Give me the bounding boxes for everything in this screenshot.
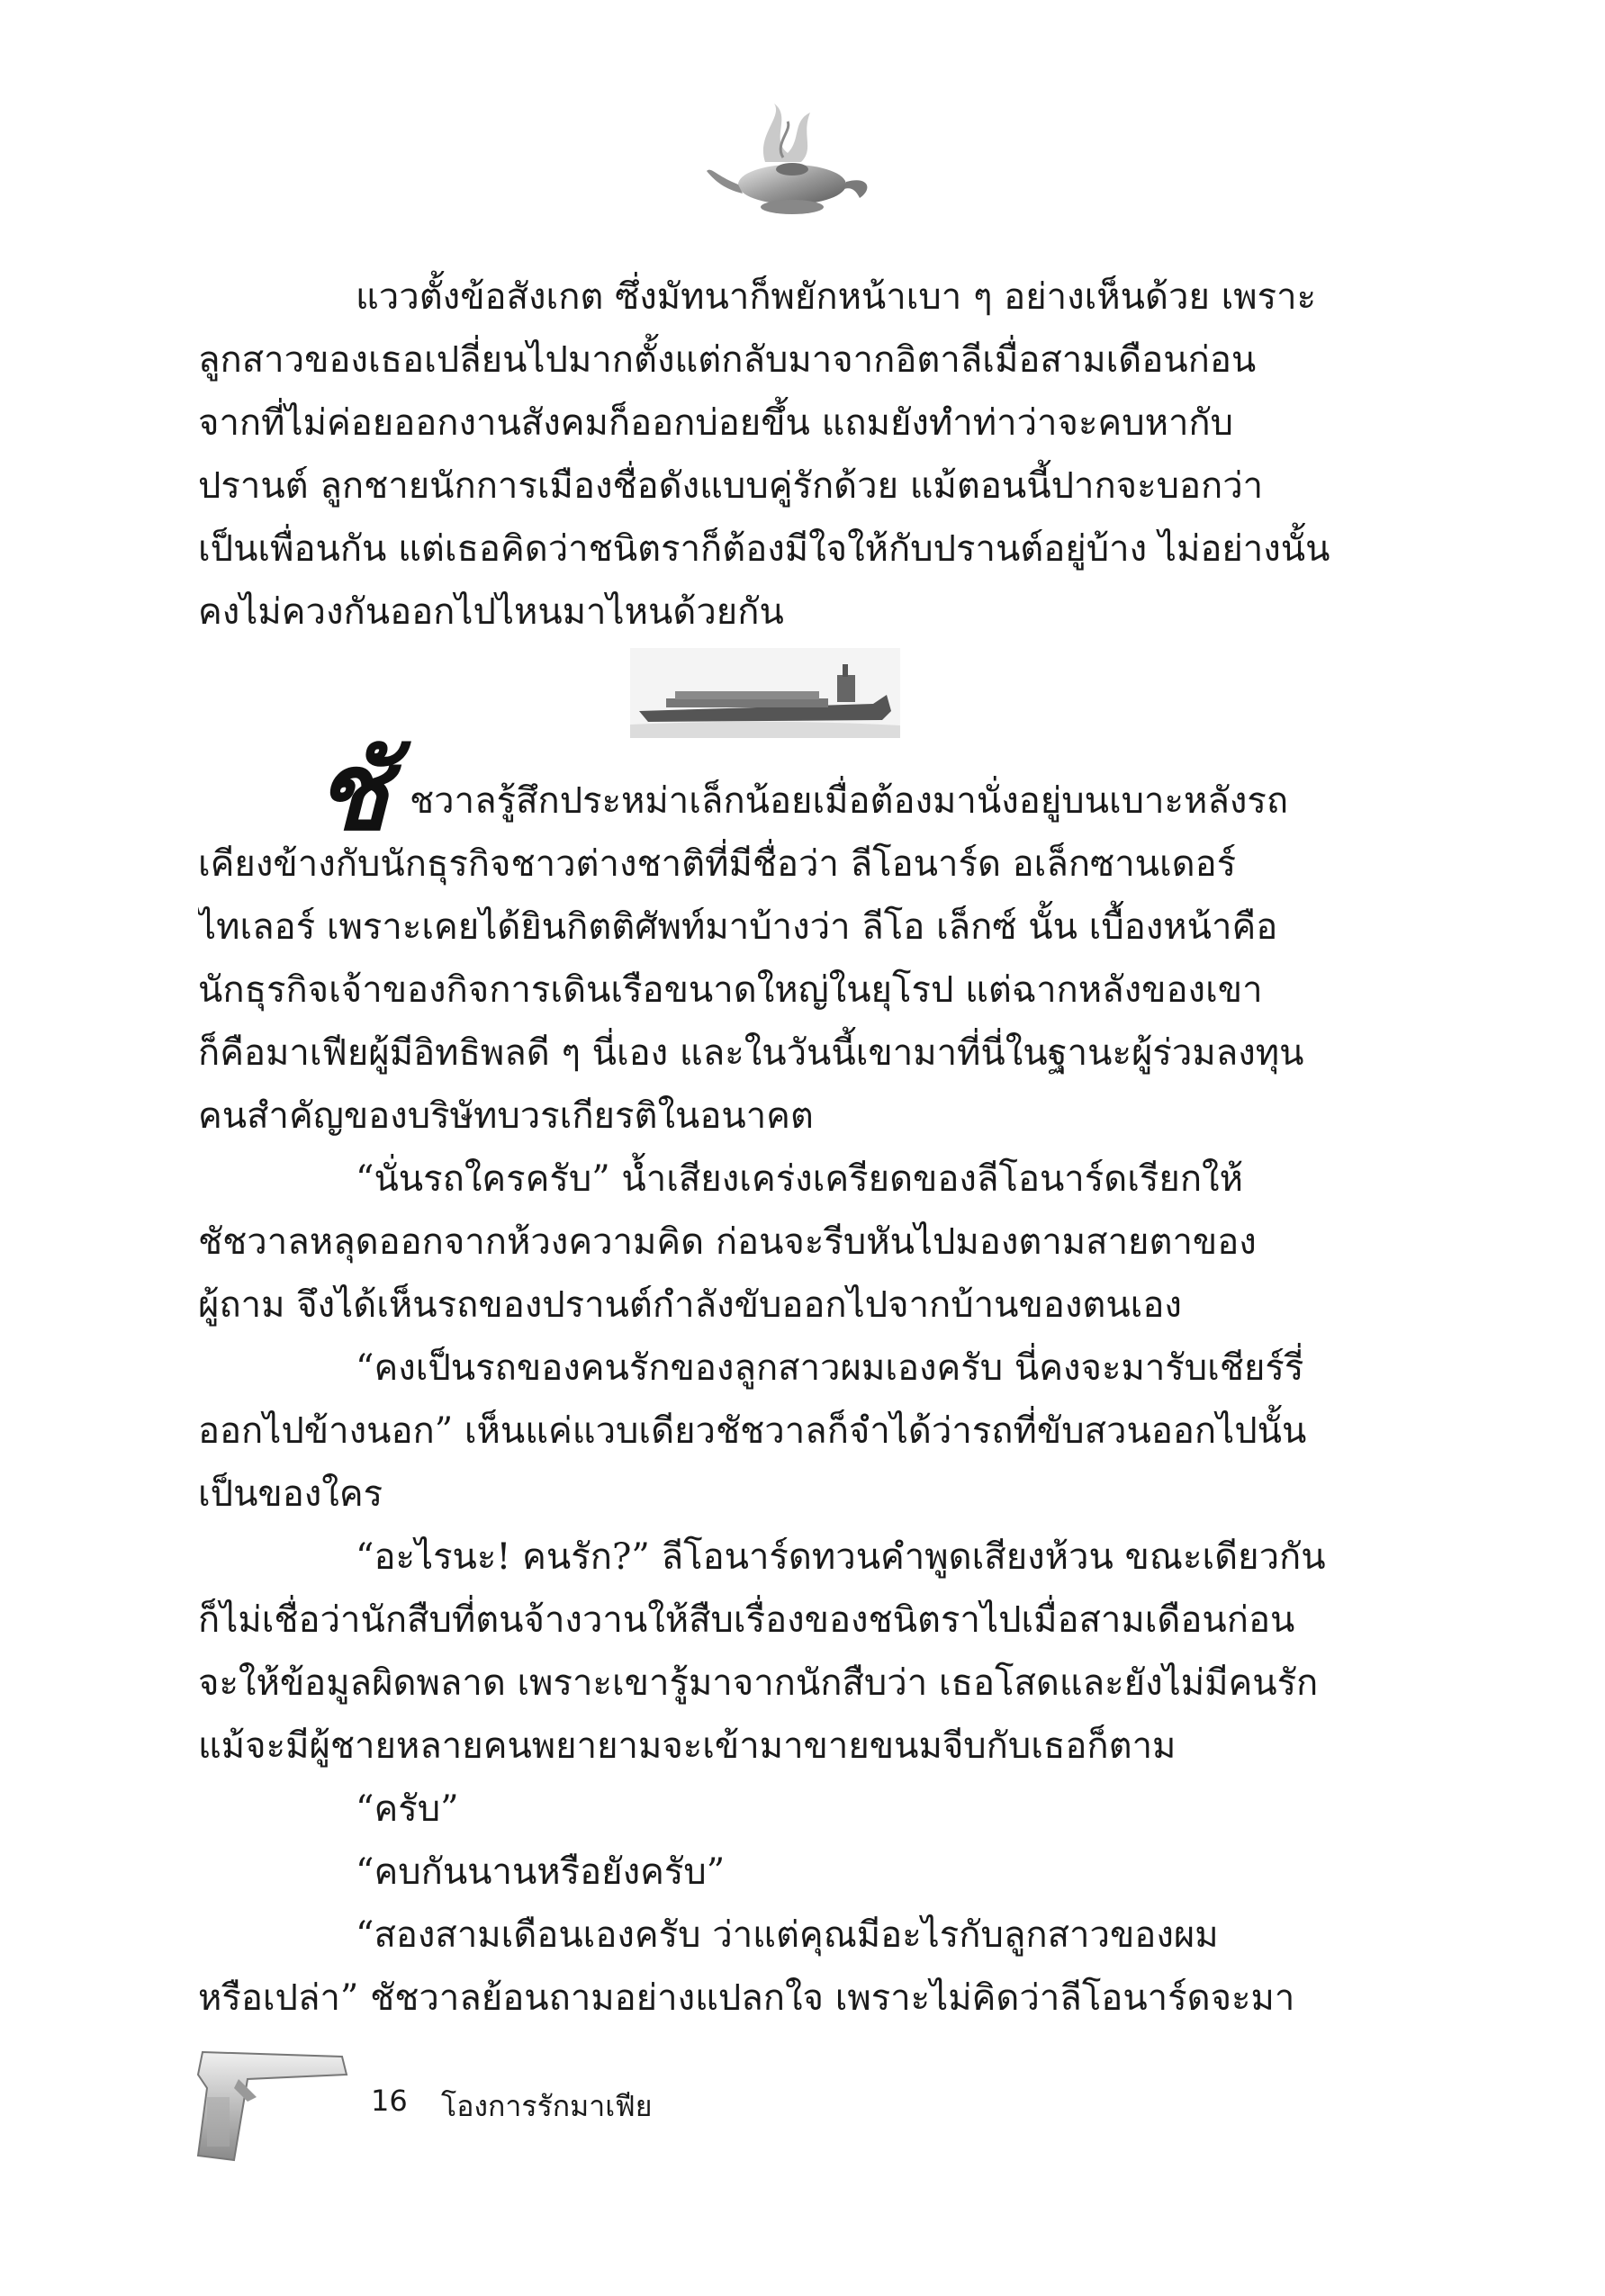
text-line: ชวาลรู้สึกประหม่าเล็กน้อยเมื่อต้องมานั่งอยู่บนเบาะหลังรถ [410,780,1289,822]
gun-ornament-icon [185,2034,356,2169]
text-line: ปรานต์ ลูกชายนักการเมืองชื่อดังแบบคู่รักด้วย แม้ตอนนี้ปากจะบอกว่า [198,465,1264,507]
text-line: แม้จะมีผู้ชายหลายคนพยายามจะเข้ามาขายขนมจีบกับเธอก็ตาม [198,1725,1177,1767]
page-number: 16 [371,2084,408,2118]
text-line: เคียงข้างกับนักธุรกิจชาวต่างชาติที่มีชื่อว่า ลีโอนาร์ด อเล็กซานเดอร์ [198,843,1237,885]
text-line: ผู้ถาม จึงได้เห็นรถของปรานต์กำลังขับออกไปจากบ้านของตนเอง [198,1284,1182,1326]
text-line: ก็คือมาเฟียผู้มีอิทธิพลดี ๆ นี่เอง และในวันนี้เขามาที่นี่ในฐานะผู้ร่วมลงทุน [198,1032,1304,1074]
lamp-ornament-icon [702,99,882,234]
text-line: ออกไปข้างนอก” เห็นแค่แวบเดียวชัชวาลก็จำได้ว่ารถที่ขับสวนออกไปนั้น [198,1410,1307,1452]
text-line: ชัชวาลหลุดออกจากห้วงความคิด ก่อนจะรีบหันไปมองตามสายตาของ [198,1221,1257,1263]
text-line: “คบกันนานหรือยังครับ” [356,1851,726,1893]
text-line: คงไม่ควงกันออกไปไหนมาไหนด้วยกัน [198,591,784,633]
text-line: จะให้ข้อมูลผิดพลาด เพราะเขารู้มาจากนักสืบว่า เธอโสดและยังไม่มีคนรัก [198,1662,1319,1704]
drop-cap: ชั [315,728,389,855]
text-line: ลูกสาวของเธอเปลี่ยนไปมากตั้งแต่กลับมาจากอิตาลีเมื่อสามเดือนก่อน [198,339,1257,381]
text-line: ไทเลอร์ เพราะเคยได้ยินกิตติศัพท์มาบ้างว่า ลีโอ เล็กซ์ นั้น เบื้องหน้าคือ [198,906,1278,948]
text-line: “ครับ” [356,1788,459,1830]
text-line: “อะไรนะ! คนรัก?” ลีโอนาร์ดทวนคำพูดเสียงห้วน ขณะเดียวกัน [356,1536,1326,1578]
text-line: “นั่นรถใครครับ” น้ำเสียงเคร่งเครียดของลีโอนาร์ดเรียกให้ [356,1158,1243,1200]
book-title: โองการรักมาเฟีย [441,2089,653,2123]
text-line: คนสำคัญของบริษัทบวรเกียรติในอนาคต [198,1095,814,1137]
text-line: “สองสามเดือนเองครับ ว่าแต่คุณมีอะไรกับลูกสาวของผม [356,1914,1219,1956]
text-line: หรือเปล่า” ชัชวาลย้อนถามอย่างแปลกใจ เพราะไม่คิดว่าลีโอนาร์ดจะมา [198,1977,1295,2019]
text-line: “คงเป็นรถของคนรักของลูกสาวผมเองครับ นี่คงจะมารับเชียร์รี่ [356,1347,1304,1389]
ship-ornament-icon [630,648,900,738]
text-line: ก็ไม่เชื่อว่านักสืบที่ตนจ้างวานให้สืบเรื่องของชนิตราไปเมื่อสามเดือนก่อน [198,1599,1295,1641]
text-line: นักธุรกิจเจ้าของกิจการเดินเรือขนาดใหญ่ในยุโรป แต่ฉากหลังของเขา [198,969,1263,1011]
text-line: แววตั้งข้อสังเกต ซึ่งมัทนาก็พยักหน้าเบา ๆ อย่างเห็นด้วย เพราะ [356,276,1317,318]
text-line: เป็นเพื่อนกัน แต่เธอคิดว่าชนิตราก็ต้องมีใจให้กับปรานต์อยู่บ้าง ไม่อย่างนั้น [198,528,1330,570]
text-line: จากที่ไม่ค่อยออกงานสังคมก็ออกบ่อยขึ้น แถมยังทำท่าว่าจะคบหากับ [198,402,1234,444]
text-line: เป็นของใคร [198,1473,383,1515]
